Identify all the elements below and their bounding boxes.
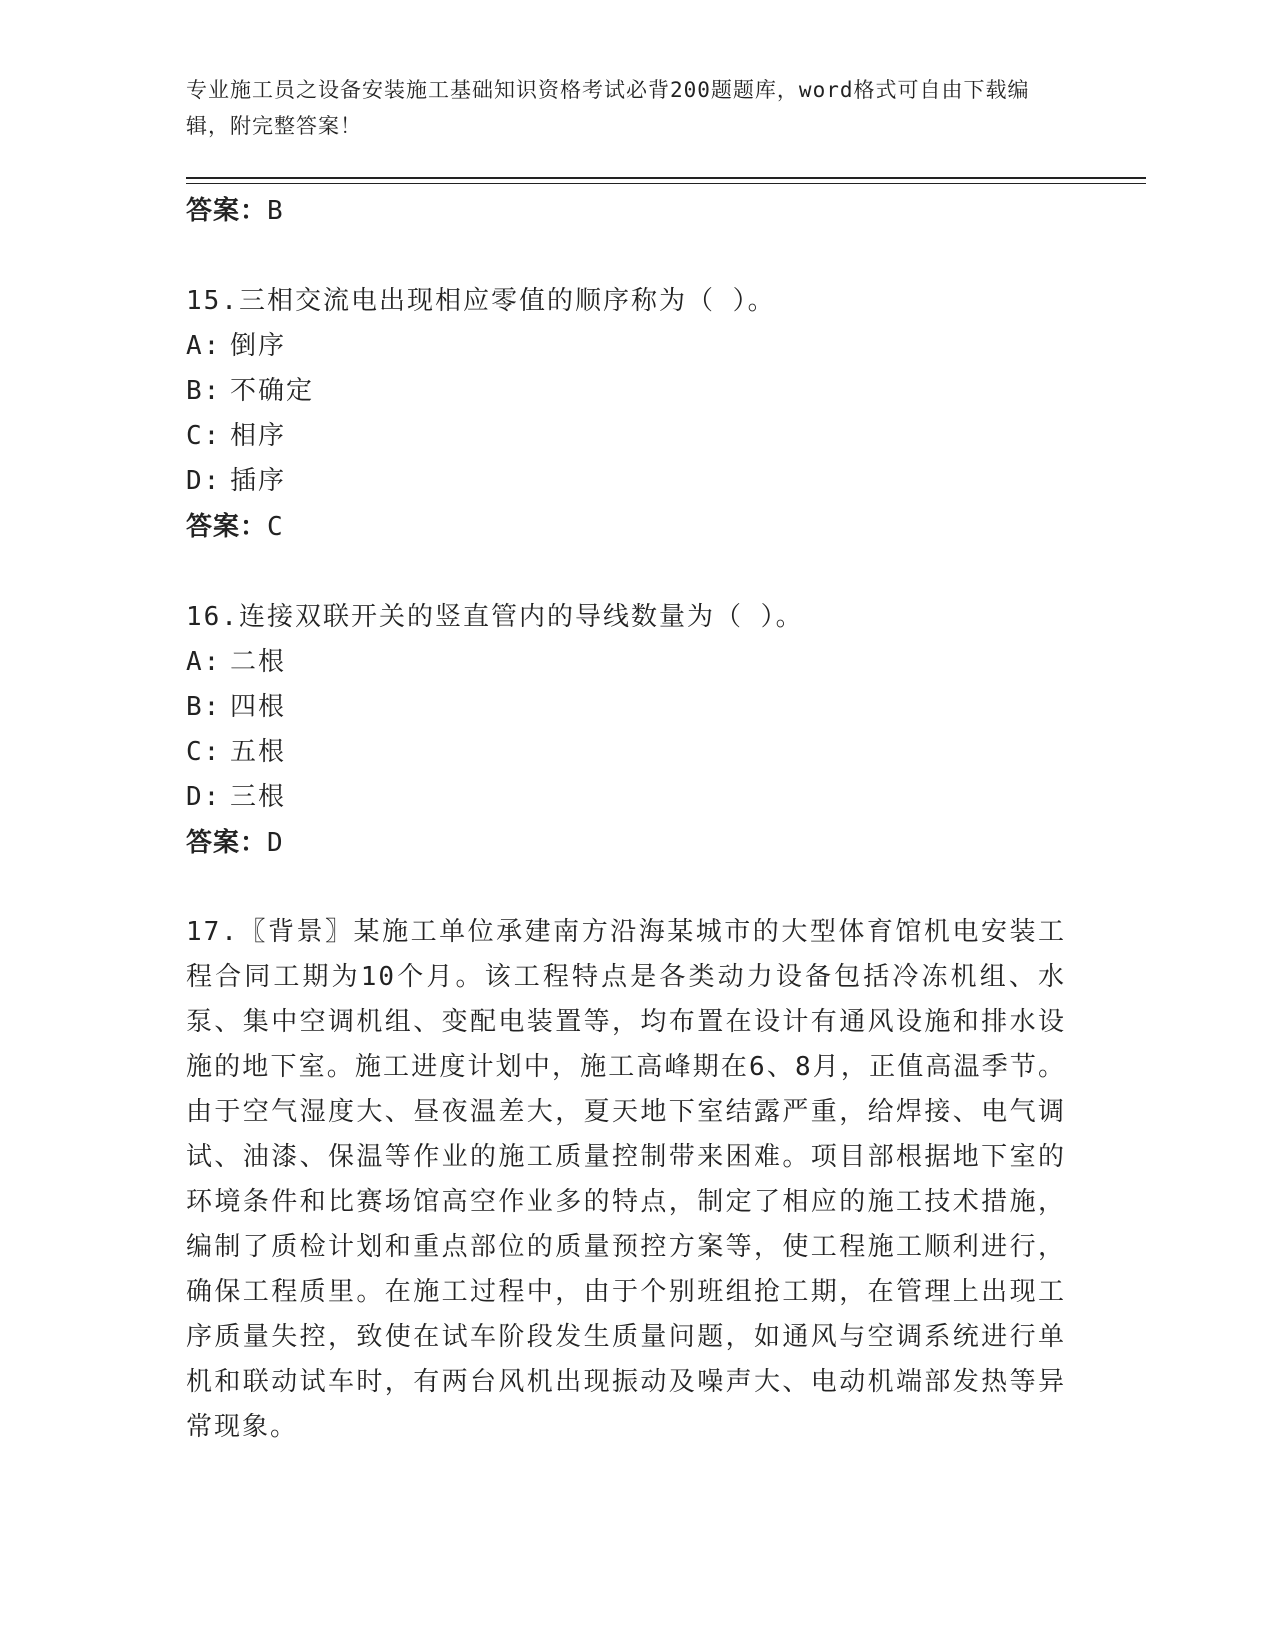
answer-value: B [267,196,284,226]
answer-line [186,188,1066,234]
option-a [186,640,1066,685]
header-rule-thin [186,183,1146,184]
question-number: 16. [186,602,239,632]
question-stem [186,594,1066,640]
option-key: C: [186,421,222,451]
option-b [186,369,1066,414]
option-d [186,459,1066,504]
option-a [186,324,1066,369]
question-text: 三相交流电出现相应零值的顺序称为（ ）。 [238,286,776,316]
answer-line [186,820,1066,866]
option-c [186,730,1066,775]
option-c [186,414,1066,459]
case-passage [186,910,1066,1450]
question-text: 连接双联开关的竖直管内的导线数量为（ ）。 [238,602,804,632]
spacer [186,866,1066,910]
option-text: 相序 [230,421,287,451]
answer-label: 答案： [186,512,268,542]
option-text: 插序 [230,466,287,496]
document-header: 专业施工员之设备安装施工基础知识资格考试必背200题题库，word格式可自由下载编辑，附完整答案！ [186,78,1030,138]
option-d [186,775,1066,820]
header-rule-thick [186,177,1146,179]
answer-value: C [267,512,284,542]
question-number: 15. [186,286,239,316]
option-b [186,685,1066,730]
option-key: A: [186,331,222,361]
answer-line [186,504,1066,550]
option-text: 不确定 [230,376,315,406]
spacer [186,234,1066,278]
passage-text: 〖背景〗某施工单位承建南方沿海某城市的大型体育馆机电安装工程合同工期为10个月。该工程特点是各类动力设备包括冷冻机组、水泵、集中空调机组、变配电装置等，均布置在设计有通风设施和排水设施的地下室。施工进度计划中，施工高峰期在6、8月，正值高温季节。由于空气湿度大、昼夜温差大，夏天地下室结露严重，给焊接、电气调试、油漆、保温等作业的施工质量控制带来困难。项目部根据地下室的环境条件和比赛场馆高空作业多的特点，制定了相应的施工技术措施，编制了质检计划和重点部位的质量预控方案等，使工程施工顺利进行，确保工程质里。在施工过程中，由于个别班组抢工期，在管理上出现工序质量失控，致使在试车阶段发生质量问题，如通风与空调系统进行单机和联动试车时，有两台风机出现振动及噪声大、电动机端部发热等异常现象。 [186,917,1066,1442]
option-text: 三根 [230,782,287,812]
answer-value: D [267,828,284,858]
answer-label: 答案： [186,828,268,858]
option-key: B: [186,376,222,406]
option-key: B: [186,692,222,722]
document-body [186,188,1066,1450]
question-block [186,278,1066,550]
question-block [186,594,1066,866]
option-text: 二根 [230,647,287,677]
option-text: 四根 [230,692,287,722]
option-text: 倒序 [230,331,287,361]
option-key: C: [186,737,222,767]
answer-label: 答案： [186,196,268,226]
option-key: D: [186,466,222,496]
question-stem [186,278,1066,324]
option-key: A: [186,647,222,677]
option-key: D: [186,782,222,812]
question-number: 17. [186,917,239,947]
option-text: 五根 [230,737,287,767]
spacer [186,550,1066,594]
